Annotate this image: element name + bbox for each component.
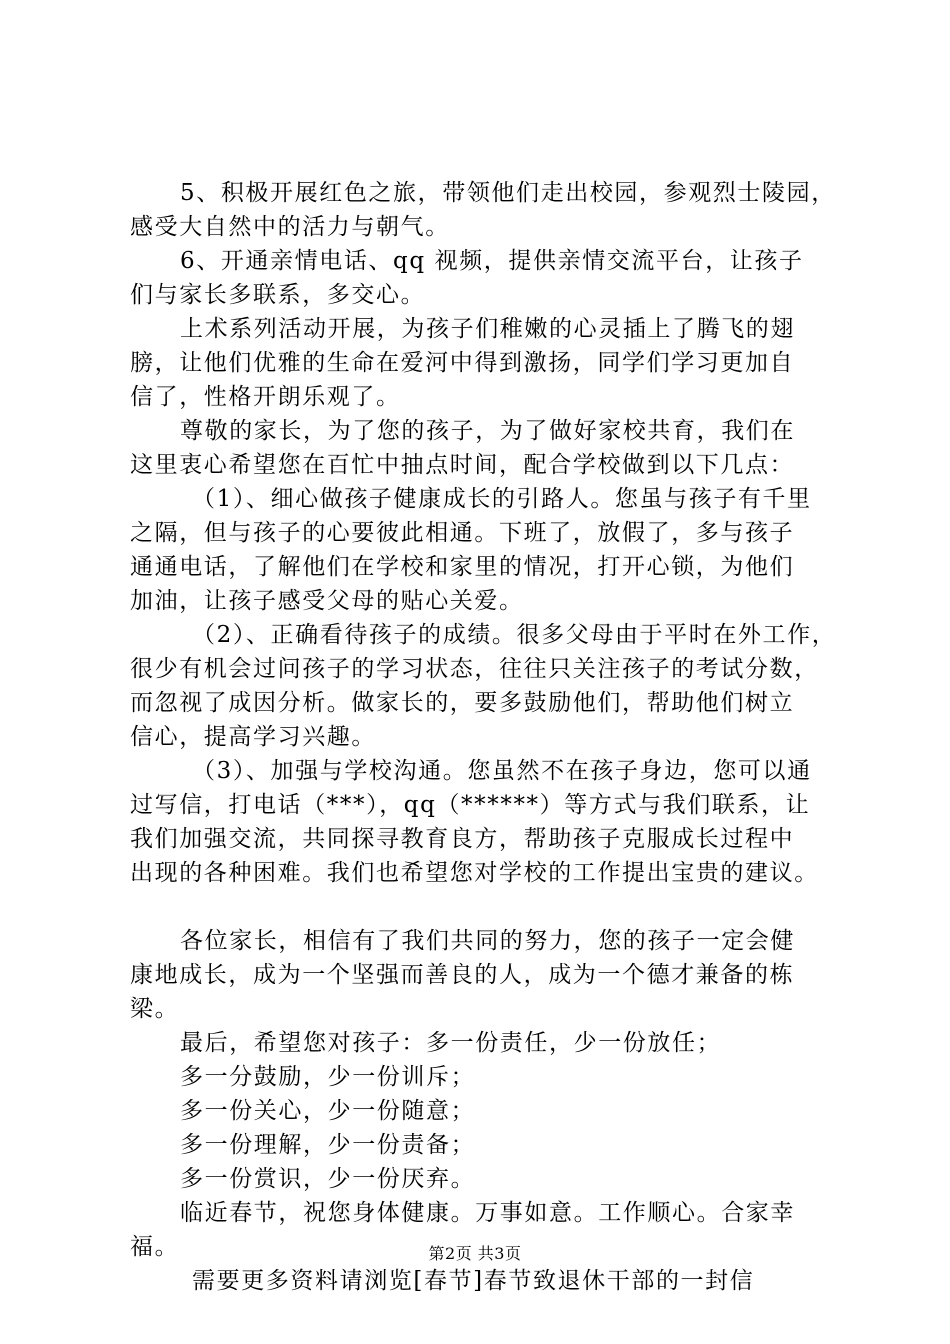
paragraph-line: 上术系列活动开展，为孩子们稚嫩的心灵插上了腾飞的翅 [180,316,795,342]
paragraph-line: （2）、正确看待孩子的成绩。很多父母由于平时在外工作， [192,622,837,648]
paragraph-line: 们与家长多联系，多交心。 [130,282,426,308]
paragraph-line: （1）、细心做孩子健康成长的引路人。您虽与孩子有千里 [192,486,812,512]
paragraph-line: 各位家长，相信有了我们共同的努力，您的孩子一定会健 [180,928,795,954]
paragraph-line: 信了，性格开朗乐观了。 [130,384,401,410]
paragraph-line: 这里衷心希望您在百忙中抽点时间，配合学校做到以下几点： [130,452,795,478]
paragraph-line: 多一分鼓励，少一份训斥； [180,1064,476,1090]
paragraph-line: 福。 [130,1234,180,1260]
paragraph-line: 通通电话，了解他们在学校和家里的情况，打开心锁，为他们 [130,554,795,580]
letter-body [130,176,840,1298]
resource-link-line: 需要更多资料请浏览[春节]春节致退休干部的一封信 [192,1268,755,1294]
paragraph-line: 膀，让他们优雅的生命在爱河中得到激扬，同学们学习更加自 [130,350,795,376]
paragraph-line: 梁。 [130,996,180,1022]
blank-line [130,890,840,924]
paragraph-line: 过写信，打电话（***），qq（******）等方式与我们联系，让 [130,792,811,818]
paragraph-line: 多一份关心，少一份随意； [180,1098,476,1124]
paragraph-line: 多一份赏识，少一份厌弃。 [180,1166,476,1192]
paragraph-line: 之隔，但与孩子的心要彼此相通。下班了，放假了，多与孩子 [130,520,795,546]
paragraph-line: 最后，希望您对孩子：多一份责任，少一份放任； [180,1030,722,1056]
paragraph-line: 6、开通亲情电话、qq 视频，提供亲情交流平台，让孩子 [180,248,804,274]
paragraph-line: 临近春节，祝您身体健康。万事如意。工作顺心。合家幸 [180,1200,795,1226]
paragraph-line: 感受大自然中的活力与朝气。 [130,214,450,240]
paragraph-line: 康地成长，成为一个坚强而善良的人，成为一个德才兼备的栋 [130,962,795,988]
paragraph-line: 加油，让孩子感受父母的贴心关爱。 [130,588,524,614]
paragraph-line: （3）、加强与学校沟通。您虽然不在孩子身边，您可以通 [192,758,812,784]
paragraph-line: 信心，提高学习兴趣。 [130,724,376,750]
paragraph-line: 而忽视了成因分析。做家长的，要多鼓励他们，帮助他们树立 [130,690,795,716]
paragraph-line: 尊敬的家长，为了您的孩子，为了做好家校共育，我们在 [180,418,795,444]
paragraph-line: 很少有机会过问孩子的学习状态，往往只关注孩子的考试分数， [130,656,819,682]
paragraph-line: 我们加强交流，共同探寻教育良方，帮助孩子克服成长过程中 [130,826,795,852]
paragraph-line: 出现的各种困难。我们也希望您对学校的工作提出宝贵的建议。 [130,860,819,886]
paragraph-line: 5、积极开展红色之旅，带领他们走出校园，参观烈士陵园， [180,180,836,206]
page-footer: 第2页 共3页 [428,1244,522,1263]
paragraph-line: 多一份理解，少一份责备； [180,1132,476,1158]
